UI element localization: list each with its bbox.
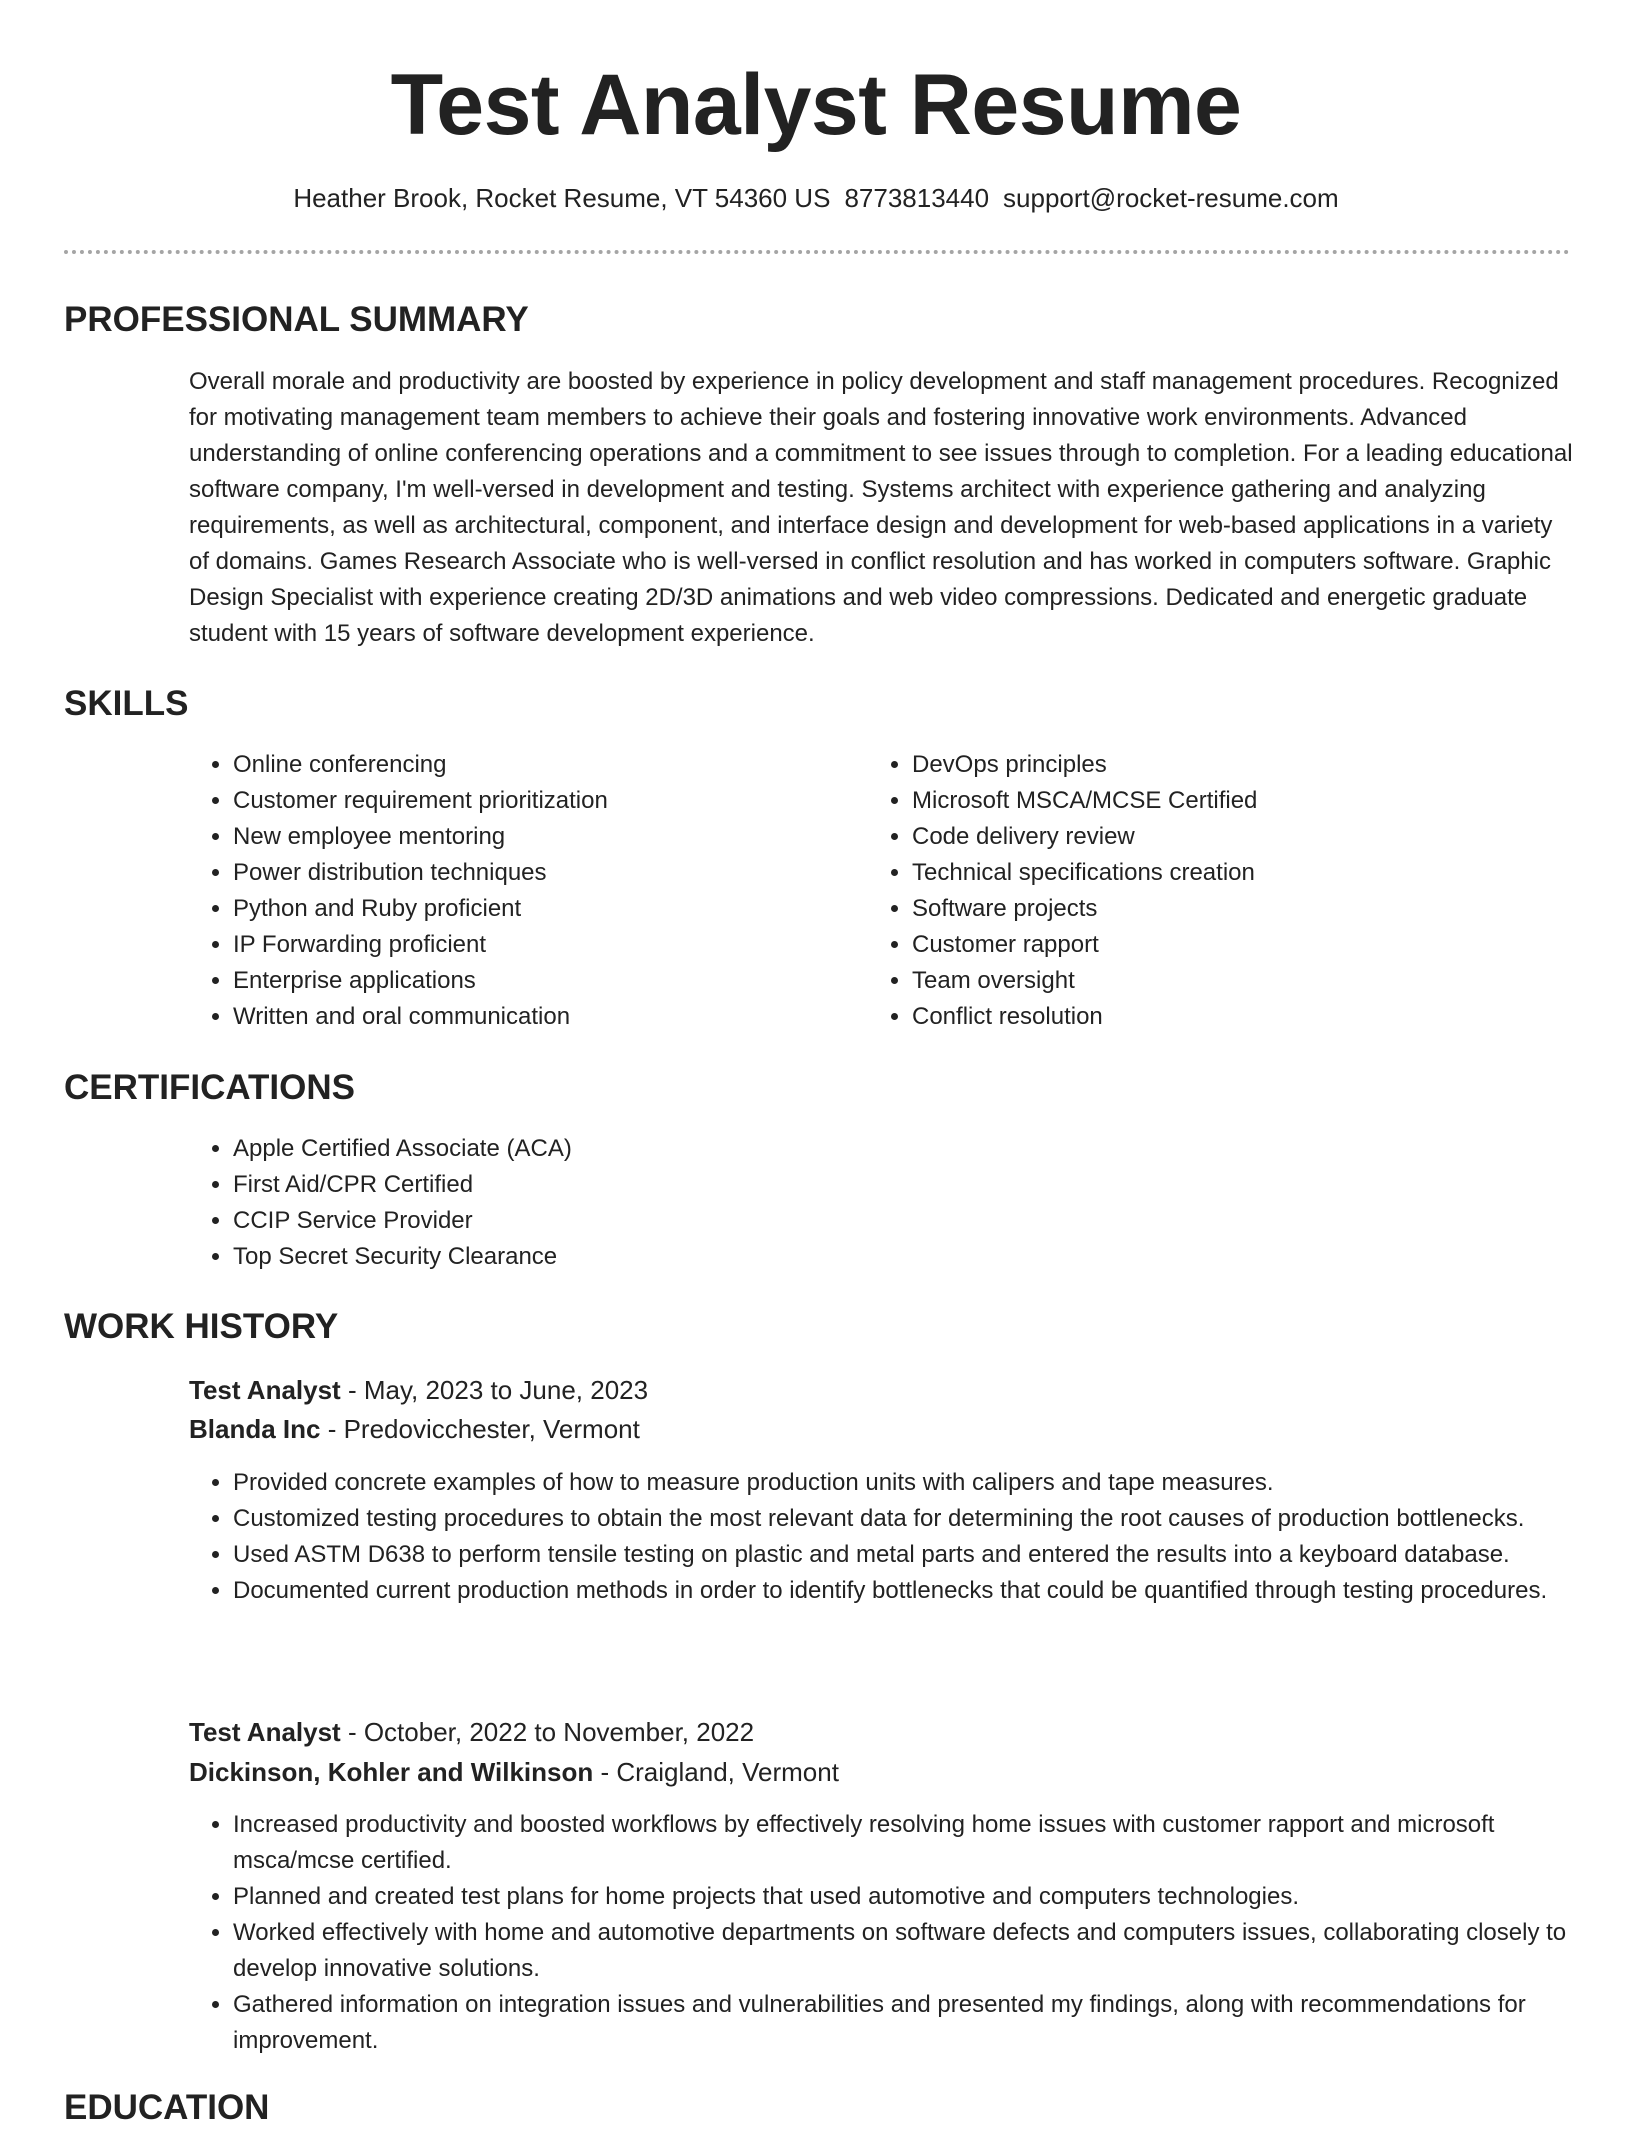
skill-item: • Code delivery review: [912, 819, 1532, 855]
certification-item: • Top Secret Security Clearance: [233, 1239, 1133, 1275]
job-dates: - May, 2023 to June, 2023: [340, 1375, 649, 1405]
job-company: Dickinson, Kohler and Wilkinson: [189, 1757, 594, 1787]
skill-item: • IP Forwarding proficient: [233, 927, 853, 963]
job-title-line: [189, 1372, 648, 1408]
skill-item: • Technical specifications creation: [912, 855, 1532, 891]
skill-item: • Written and oral communication: [233, 999, 853, 1035]
skill-item: • Team oversight: [912, 963, 1532, 999]
section-heading-skills: SKILLS: [64, 684, 189, 723]
job-dates: - October, 2022 to November, 2022: [340, 1717, 755, 1747]
job-bullets: [189, 1465, 1618, 1609]
skill-item: • Python and Ruby proficient: [233, 891, 853, 927]
contact-address: Heather Brook, Rocket Resume, VT 54360 US: [293, 183, 831, 213]
job-bullet: • Planned and created test plans for home projects that used automotive and computers technologies.: [233, 1879, 1618, 1915]
job-title-line: [189, 1714, 754, 1750]
job-bullet: • Provided concrete examples of how to measure production units with calipers and tape measures.: [233, 1465, 1618, 1501]
contact-email: support@rocket-resume.com: [1003, 183, 1339, 213]
skill-item: • Customer rapport: [912, 927, 1532, 963]
section-heading-summary: PROFESSIONAL SUMMARY: [64, 300, 529, 339]
job-location: - Predovicchester, Vermont: [320, 1414, 640, 1444]
resume-title: Test Analyst Resume: [390, 57, 1242, 153]
certification-item: • Apple Certified Associate (ACA): [233, 1131, 1133, 1167]
certifications-list: [189, 1131, 1133, 1275]
job-company-line: [189, 1754, 839, 1790]
header-divider: [64, 250, 1570, 254]
skill-item: • Conflict resolution: [912, 999, 1532, 1035]
certification-item: • CCIP Service Provider: [233, 1203, 1133, 1239]
job-bullets: [189, 1807, 1618, 2059]
section-heading-work-history: WORK HISTORY: [64, 1307, 339, 1346]
skill-item: • New employee mentoring: [233, 819, 853, 855]
section-heading-education: EDUCATION: [64, 2088, 270, 2127]
contact-line: [0, 180, 1632, 216]
summary-text: Overall morale and productivity are boosted by experience in policy development and staff management procedures. Recognized for motivating management team members to achieve their goals and fostering innovative work environments. Advanced understanding of online conferencing operations and a commitment to see issues through to completion. For a leading educational software company, I'm well-versed in development and testing. Systems architect with experience gathering and analyzing requirements, as well as architectural, component, and interface design and development for web-based applications in a variety of domains. Games Research Associate who is well-versed in conflict resolution and has worked in computers software. Graphic Design Specialist with experience creating 2D/3D animations and web video compressions. Dedicated and energetic graduate student with 15 years of software development experience.: [189, 368, 1573, 647]
job-location: - Craigland, Vermont: [593, 1757, 839, 1787]
section-heading-certifications: CERTIFICATIONS: [64, 1068, 356, 1107]
skill-item: • Microsoft MSCA/MCSE Certified: [912, 783, 1532, 819]
job-company-line: [189, 1411, 640, 1447]
skill-item: • Customer requirement prioritization: [233, 783, 853, 819]
skill-item: • DevOps principles: [912, 747, 1532, 783]
skills-list-left: [189, 747, 853, 1035]
job-company: Blanda Inc: [189, 1414, 321, 1444]
skill-item: • Online conferencing: [233, 747, 853, 783]
job-bullet: • Increased productivity and boosted workflows by effectively resolving home issues with customer rapport and microsoft msca/mcse certified.: [233, 1807, 1618, 1879]
skill-item: • Enterprise applications: [233, 963, 853, 999]
contact-phone: 8773813440: [844, 183, 990, 213]
job-bullet: • Customized testing procedures to obtain the most relevant data for determining the root causes of production bottlenecks.: [233, 1501, 1618, 1537]
job-bullet: • Documented current production methods in order to identify bottlenecks that could be quantified through testing procedures.: [233, 1573, 1618, 1609]
job-bullet: • Used ASTM D638 to perform tensile testing on plastic and metal parts and entered the results into a keyboard database.: [233, 1537, 1618, 1573]
certification-item: • First Aid/CPR Certified: [233, 1167, 1133, 1203]
job-title: Test Analyst: [189, 1375, 341, 1405]
skill-item: • Software projects: [912, 891, 1532, 927]
job-bullet: • Worked effectively with home and automotive departments on software defects and computers issues, collaborating closely to develop innovative solutions.: [233, 1915, 1618, 1987]
skills-list-right: [868, 747, 1532, 1035]
job-bullet: • Gathered information on integration issues and vulnerabilities and presented my findings, along with recommendations for improvement.: [233, 1987, 1618, 2059]
skill-item: • Power distribution techniques: [233, 855, 853, 891]
job-title: Test Analyst: [189, 1717, 341, 1747]
